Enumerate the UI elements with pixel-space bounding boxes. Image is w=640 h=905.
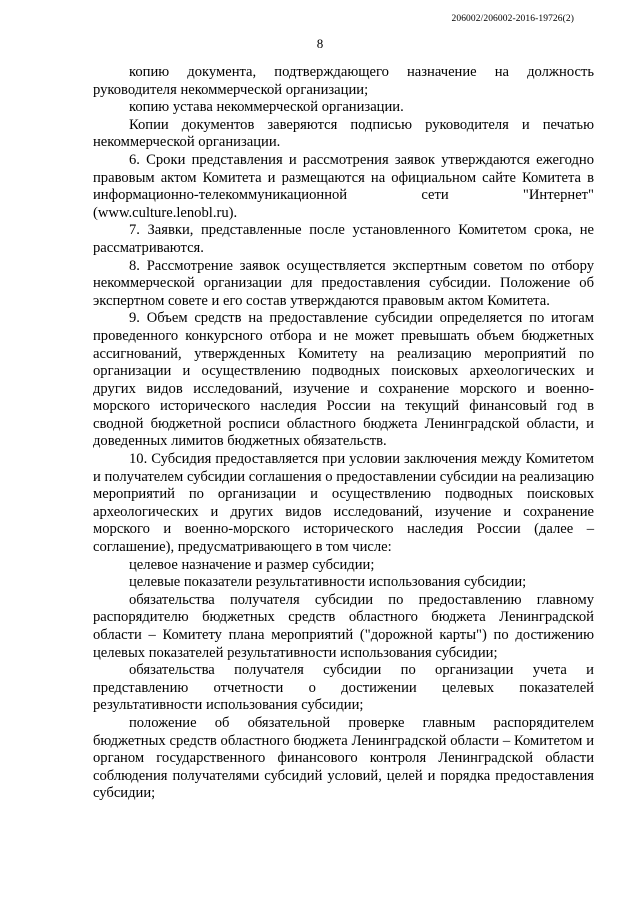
paragraph-document-copy: копию документа, подтверждающего назначение на должность руководителя некоммерческой организации; (93, 64, 594, 98)
paragraph-charter-copy: копию устава некоммерческой организации. (129, 99, 404, 116)
list-item-roadmap-obligation: обязательства получателя субсидии по предоставлению главному распорядителю бюджетных средств областного бюджета Ленинградской области – Комитету плана мероприятий ("дорожной карты") по достижению целевых показателей результативности использования субсидии; (93, 591, 594, 661)
list-item-target-indicators: целевые показатели результативности использования субсидии; (129, 574, 527, 591)
document-id: 206002/206002-2016-19726(2) (451, 14, 574, 24)
paragraph-item-9: 9. Объем средств на предоставление субсидии определяется по итогам проведенного конкурсного отбора и не может превышать объем бюджетных ассигнований, утвержденных Комитету на реализацию мероприятий по организации и осуществлению подводных поисковых археологических и других видов исследований, изучение и сохранение морского и военно-морского исторического наследия России на текущий финансовый год в сводной бюджетной росписи областного бюджета Ленинградской области, и доведенных лимитов бюджетных обязательств. (93, 310, 594, 450)
document-body (93, 64, 594, 803)
paragraph-item-7: 7. Заявки, представленные после установленного Комитетом срока, не рассматриваются. (93, 222, 594, 256)
page-number: 8 (316, 36, 324, 51)
paragraph-item-6: 6. Сроки представления и рассмотрения заявок утверждаются ежегодно правовым актом Комитета и размещаются на официальном сайте Комитета в информационно-телекоммуникационной сети "Интернет" (www.culture.lenobl.ru). (93, 151, 594, 221)
paragraph-item-8: 8. Рассмотрение заявок осуществляется экспертным советом по отбору некоммерческой организации для предоставления субсидии. Положение об экспертном совете и его состав утверждаются правовым актом Комитета. (93, 257, 594, 309)
paragraph-item-10: 10. Субсидия предоставляется при условии заключения между Комитетом и получателем субсидии соглашения о предоставлении субсидии на реализацию мероприятий по организации и осуществлению подводных поисковых археологических и других видов исследований, изучение и сохранение морского и военно-морского исторического наследия России (далее – соглашение), предусматривающего в том числе: (93, 451, 594, 556)
list-item-target-purpose: целевое назначение и размер субсидии; (129, 556, 375, 573)
list-item-audit-provision: положение об обязательной проверке главным распорядителем бюджетных средств областного бюджета Ленинградской области – Комитетом и органом государственного финансового контроля Ленинградской области соблюдения получателями субсидий условий, целей и порядка предоставления субсидии; (93, 714, 594, 802)
paragraph-certification: Копии документов заверяются подписью руководителя и печатью некоммерческой организации. (93, 116, 594, 151)
list-item-reporting-obligation: обязательства получателя субсидии по организации учета и представлению отчетности о достижении целевых показателей результативности использования субсидии; (93, 662, 594, 714)
